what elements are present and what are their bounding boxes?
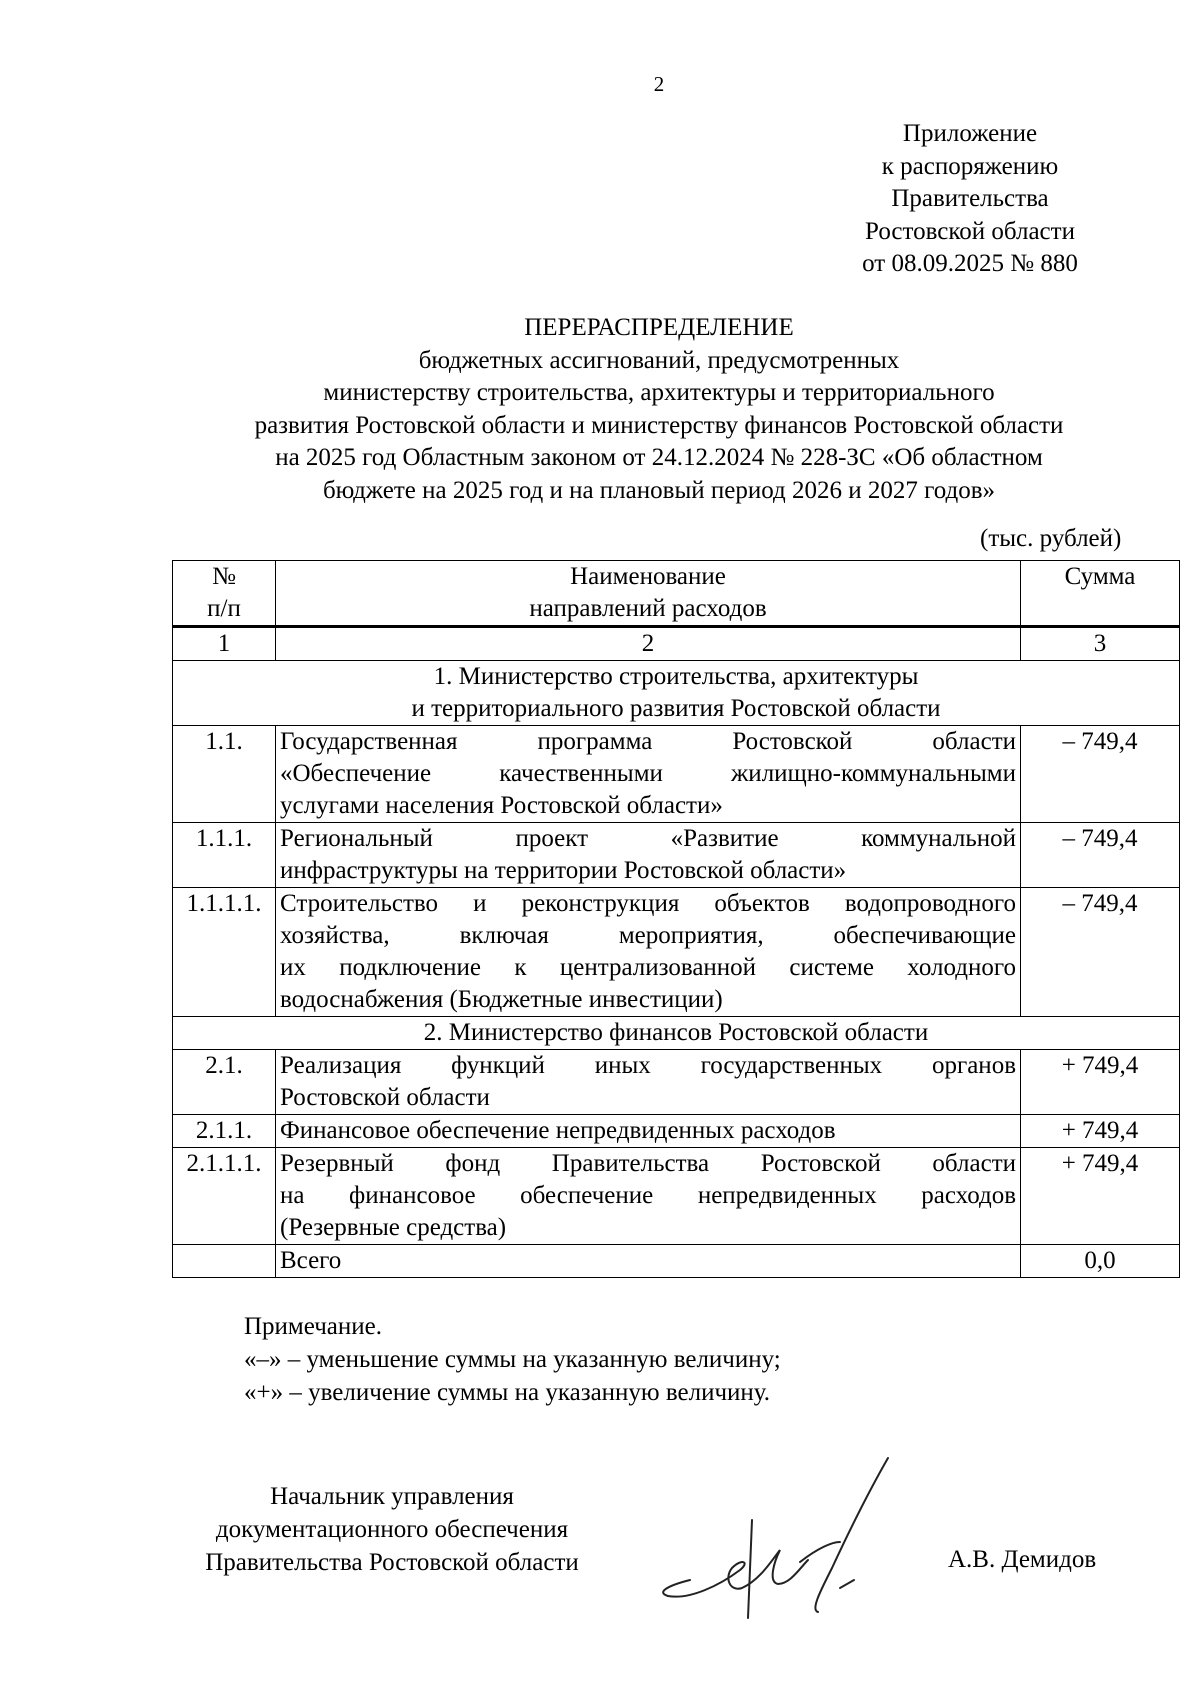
row-name bbox=[276, 1115, 1021, 1148]
row-num: 1.1.1.1. bbox=[173, 888, 276, 1017]
total-num-cell bbox=[173, 1245, 276, 1278]
row-num: 1.1. bbox=[173, 726, 276, 823]
document-title bbox=[0, 312, 1200, 507]
header-name-line: направлений расходов bbox=[529, 595, 767, 622]
row-sum: + 749,4 bbox=[1021, 1115, 1180, 1148]
note-line: «+» – увеличение суммы на указанную величину. bbox=[244, 1379, 771, 1406]
position-line: Правительства Ростовской области bbox=[205, 1549, 579, 1576]
column-number: 3 bbox=[1021, 627, 1180, 661]
budget-table bbox=[172, 560, 1180, 1278]
row-name-line: Региональный проект «Развитие коммунальной bbox=[280, 825, 1016, 852]
row-name-line: услугами населения Ростовской области» bbox=[280, 792, 723, 819]
appendix-line: Правительства bbox=[891, 185, 1049, 212]
column-numbers-row bbox=[173, 627, 1180, 661]
signature-stroke bbox=[800, 1542, 840, 1562]
title-line: бюджетных ассигнований, предусмотренных bbox=[418, 346, 900, 374]
signer-name: А.В. Демидов bbox=[948, 1546, 1097, 1573]
table-row bbox=[173, 888, 1180, 1017]
note-block bbox=[244, 1310, 781, 1409]
position-line: документационного обеспечения bbox=[215, 1516, 569, 1543]
row-num: 2.1.1. bbox=[173, 1115, 276, 1148]
header-num bbox=[173, 561, 276, 627]
title-line: на 2025 год Областным законом от 24.12.2024 № 228-ЗС «Об областном bbox=[275, 444, 1043, 471]
row-name-line: Ростовской области bbox=[280, 1084, 490, 1111]
row-name-line: Резервный фонд Правительства Ростовской области bbox=[280, 1150, 1016, 1177]
row-sum: + 749,4 bbox=[1021, 1148, 1180, 1245]
total-label: Всего bbox=[276, 1245, 1021, 1278]
table-row bbox=[173, 1148, 1180, 1245]
header-num-line: № bbox=[212, 563, 236, 590]
title-line: бюджете на 2025 год и на плановый период 2026 и 2027 годов» bbox=[322, 476, 996, 504]
column-number: 2 bbox=[276, 627, 1021, 661]
signature-stroke bbox=[663, 1550, 808, 1597]
table-row bbox=[173, 823, 1180, 888]
row-name-line: их подключение к централизованной системе холодного bbox=[280, 954, 1016, 981]
handwritten-signature bbox=[650, 1450, 950, 1640]
row-num: 2.1.1.1. bbox=[173, 1148, 276, 1245]
section-title: 2. Министерство финансов Ростовской области bbox=[173, 1017, 1180, 1050]
row-num: 1.1.1. bbox=[173, 823, 276, 888]
section-line: 1. Министерство строительства, архитектуры bbox=[433, 663, 919, 690]
row-name-line: водоснабжения (Бюджетные инвестиции) bbox=[280, 986, 723, 1013]
row-name-line: (Резервные средства) bbox=[280, 1214, 507, 1241]
table-row bbox=[173, 1115, 1180, 1148]
row-name-line: хозяйства, включая мероприятия, обеспечивающие bbox=[280, 922, 1016, 949]
appendix-line: Ростовской области bbox=[865, 217, 1075, 245]
header-num-line: п/п bbox=[207, 595, 241, 622]
position-line: Начальник управления bbox=[270, 1483, 514, 1510]
row-sum: + 749,4 bbox=[1021, 1050, 1180, 1115]
row-sum: – 749,4 bbox=[1021, 726, 1180, 823]
row-name bbox=[276, 888, 1021, 1017]
row-name-line: «Обеспечение качественными жилищно-коммунальными bbox=[280, 760, 1016, 787]
row-sum: – 749,4 bbox=[1021, 888, 1180, 1017]
row-num: 2.1. bbox=[173, 1050, 276, 1115]
header-sum: Сумма bbox=[1021, 561, 1180, 627]
section-row bbox=[173, 1017, 1180, 1050]
table-header-row bbox=[173, 561, 1180, 627]
column-number: 1 bbox=[173, 627, 276, 661]
row-name-line: Реализация функций иных государственных органов bbox=[280, 1052, 1016, 1079]
row-name bbox=[276, 823, 1021, 888]
section-title bbox=[173, 661, 1180, 726]
row-name bbox=[276, 1050, 1021, 1115]
section-line: и территориального развития Ростовской области bbox=[411, 695, 941, 722]
row-name-line: Финансовое обеспечение непредвиденных расходов bbox=[280, 1117, 836, 1144]
signature-stroke bbox=[815, 1458, 888, 1612]
title-heading: ПЕРЕРАСПРЕДЕЛЕНИЕ bbox=[524, 314, 794, 341]
row-name-line: Государственная программа Ростовской области bbox=[280, 728, 1016, 755]
total-row bbox=[173, 1245, 1180, 1278]
appendix-line: от 08.09.2025 № 880 bbox=[862, 250, 1078, 277]
appendix-block bbox=[840, 118, 1100, 281]
header-name-line: Наименование bbox=[570, 563, 726, 590]
page-number: 2 bbox=[653, 72, 665, 96]
signatory-position bbox=[172, 1480, 612, 1579]
row-name bbox=[276, 1148, 1021, 1245]
signature-stroke bbox=[840, 1580, 854, 1588]
title-line: министерству строительства, архитектуры и территориального bbox=[323, 379, 995, 406]
row-name bbox=[276, 726, 1021, 823]
appendix-line: Приложение bbox=[902, 120, 1038, 147]
total-sum: 0,0 bbox=[1021, 1245, 1180, 1278]
note-title: Примечание. bbox=[244, 1313, 383, 1340]
title-line: развития Ростовской области и министерству финансов Ростовской области bbox=[254, 411, 1064, 439]
header-name bbox=[276, 561, 1021, 627]
row-name-line: инфраструктуры на территории Ростовской области» bbox=[280, 857, 847, 884]
appendix-line: к распоряжению bbox=[881, 152, 1059, 180]
table-row bbox=[173, 726, 1180, 823]
signature-stroke bbox=[748, 1520, 752, 1618]
table-row bbox=[173, 1050, 1180, 1115]
row-name-line: Строительство и реконструкция объектов водопроводного bbox=[280, 890, 1016, 917]
row-sum: – 749,4 bbox=[1021, 823, 1180, 888]
section-row bbox=[173, 661, 1180, 726]
units-label: (тыс. рублей) bbox=[980, 525, 1122, 552]
row-name-line: на финансовое обеспечение непредвиденных расходов bbox=[280, 1182, 1016, 1209]
note-line: «–» – уменьшение суммы на указанную величину; bbox=[244, 1346, 781, 1373]
